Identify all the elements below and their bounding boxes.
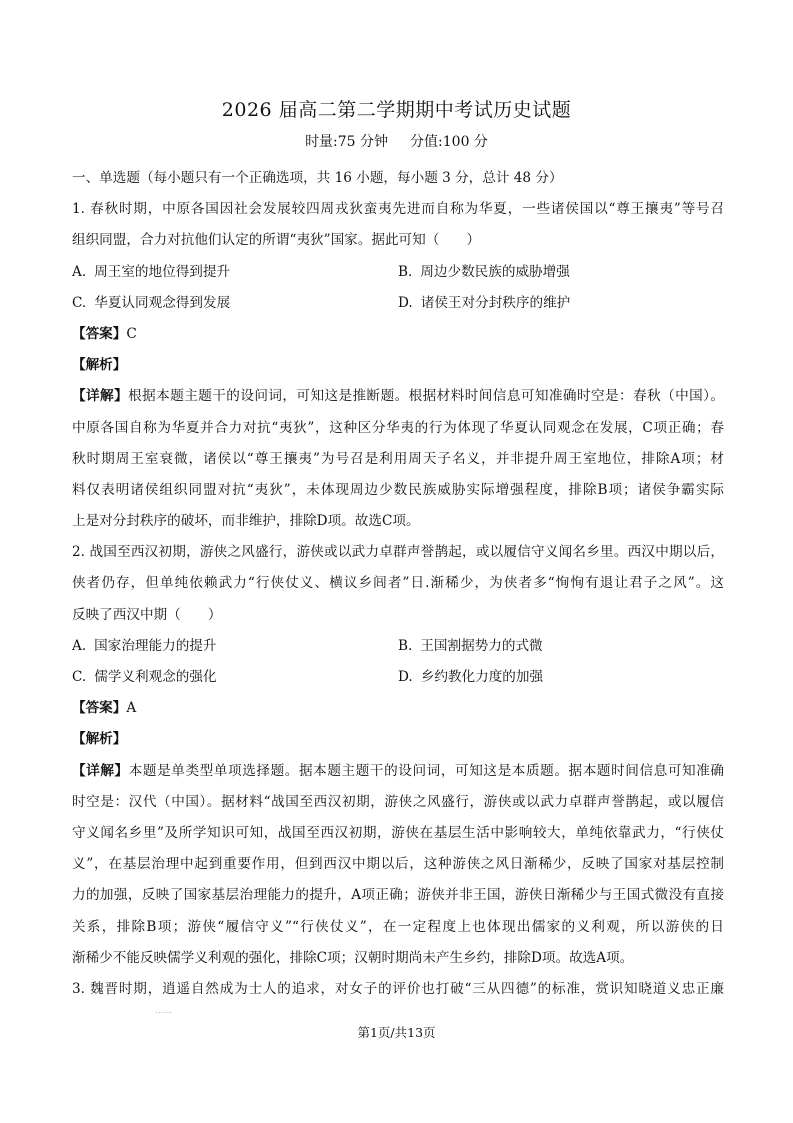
question-3	[72, 974, 724, 1005]
option-b	[398, 257, 724, 288]
detail-line: 中原各国自称为华夏并合力对抗“夷狄”，这种区分华夷的行为体现了华夏认同观念在发展，C项正确；春	[72, 419, 724, 436]
option-text: 华夏认同观念得到发展	[94, 294, 231, 311]
option-text: 诸侯王对分封秩序的维护	[420, 294, 571, 311]
option-a	[72, 631, 398, 662]
answer-label: 【答案】	[72, 700, 127, 717]
analysis-label: 【解析】	[72, 731, 127, 748]
detail-label: 【详解】	[72, 762, 129, 779]
option-d	[398, 288, 724, 319]
option-text: 周王室的地位得到提升	[94, 263, 231, 280]
detail-text: 根据本题主题干的设问词，可知这是推断题。根据材料时间信息可知准确时空是：春秋（中国）。	[128, 388, 724, 405]
option-c	[72, 288, 398, 319]
detail-line	[72, 756, 724, 787]
detail-label: 【详解】	[72, 388, 129, 405]
option-c	[72, 662, 398, 693]
question-2	[72, 537, 724, 974]
detail-line: 渐稀少不能反映儒学义利观的强化，排除C项；汉朝时期尚未产生乡约，排除D项。故选A项。	[72, 949, 634, 966]
exam-time: 时量:75 分钟	[305, 134, 389, 150]
option-d	[398, 662, 724, 693]
option-letter: C.	[72, 669, 87, 685]
option-text: 周边少数民族的威胁增强	[420, 263, 570, 280]
exam-meta	[0, 131, 793, 153]
detail-text: 本题是单类型单项选择题。据本题主题干的设问词，可知这是本质题。据本题时间信息可知准确	[128, 762, 724, 779]
options-row	[72, 631, 724, 662]
option-letter: C.	[72, 294, 87, 311]
option-letter: D.	[398, 669, 413, 685]
detail-line: 秋时期周王室衰微，诸侯以“尊王攘夷”为号召是利用周天子名义，并非提升周王室地位，排除A项；材	[72, 450, 724, 467]
option-text: 乡约教化力度的加强	[420, 669, 544, 685]
detail-line: 力的加强，反映了国家基层治理能力的提升，A项正确；游侠并非王国，游侠日渐稀少与王国式微没有直接	[72, 887, 724, 904]
options-row	[72, 288, 724, 319]
analysis-label: 【解析】	[72, 357, 127, 374]
option-letter: D.	[398, 294, 413, 311]
detail-line: 义”，在基层治理中起到重要作用，但到西汉中期以后，这种游侠之风日渐稀少，反映了国家对基层控制	[72, 856, 724, 873]
option-a	[72, 257, 398, 288]
question-stem-line: 组织同盟，合力对抗他们认定的所谓“夷狄”国家。据此可知（ ）	[72, 232, 481, 249]
exam-score: 分值:100 分	[410, 134, 488, 150]
section-heading: 一、单选题（每小题只有一个正确选项，共 16 小题，每小题 3 分，总计 48 分）	[72, 170, 563, 186]
option-letter: A.	[72, 263, 87, 280]
option-letter: A.	[72, 637, 87, 654]
answer-line	[72, 319, 724, 350]
detail-line: 上是对分封秩序的破坏，而非维护，排除D项。故选C项。	[72, 513, 420, 530]
answer-label: 【答案】	[72, 325, 127, 342]
analysis-heading	[72, 350, 724, 381]
detail-line: 守义闻名乡里”及所学知识可知，战国至西汉初期，游侠在基层生活中影响较大，单纯依靠武力，“行侠仗	[72, 824, 724, 841]
option-letter: B.	[398, 263, 413, 280]
answer-line	[72, 693, 724, 724]
document-body	[72, 163, 724, 1005]
question-stem-line: 2. 战国至西汉初期，游侠之风盛行，游侠或以武力卓群声誉鹊起，或以履信守义闻名乡里。西汉中期以后，	[72, 544, 724, 561]
analysis-heading	[72, 724, 724, 755]
exam-title: 2026 届高二第二学期期中考试历史试题	[221, 99, 572, 121]
options-row	[72, 662, 724, 693]
detail-line: 关系，排除B项；游侠“履信守义”“行侠仗义”，在一定程度上也体现出儒家的义利观，所以游侠的日	[72, 918, 724, 935]
detail-line: 料仅表明诸侯组织同盟对抗“夷狄”，未体现周边少数民族威胁实际增强程度，排除B项；诸侯争霸实际	[72, 481, 724, 498]
detail-line: 时空是：汉代（中国）。据材料“战国至西汉初期，游侠之风盛行，游侠或以武力卓群声誉鹊起，或以履信	[72, 793, 724, 810]
option-text: 儒学义利观念的强化	[94, 669, 217, 685]
option-text: 王国割据势力的式微	[420, 637, 543, 654]
question-stem-line: 侠者仍存，但单纯依赖武力“行侠仗义、横议乡闾者”日.渐稀少，为侠者多“恂恂有退让君子之风”。这	[72, 575, 724, 592]
option-letter: B.	[398, 637, 413, 654]
question-stem-line: 3. 魏晋时期，逍遥自然成为士人的追求，对女子的评价也打破“三从四德”的标准，赏识知晓道义忠正廉	[72, 980, 724, 997]
page-footer: 第1页/共13页	[357, 1025, 436, 1040]
question-stem-line: 反映了西汉中期（ ）	[72, 606, 222, 623]
question-stem-line: 1. 春秋时期，中原各国因社会发展较四周戎狄蛮夷先进而自称为华夏，一些诸侯国以“尊王攘夷”等号召	[72, 201, 724, 218]
option-text: 国家治理能力的提升	[94, 637, 217, 654]
options-row	[72, 257, 724, 288]
answer-value: C	[126, 325, 137, 342]
watermark-dots: ......	[155, 1006, 173, 1016]
option-b	[398, 631, 724, 662]
question-1	[72, 194, 724, 537]
answer-value: A	[126, 700, 137, 717]
detail-line	[72, 381, 724, 412]
